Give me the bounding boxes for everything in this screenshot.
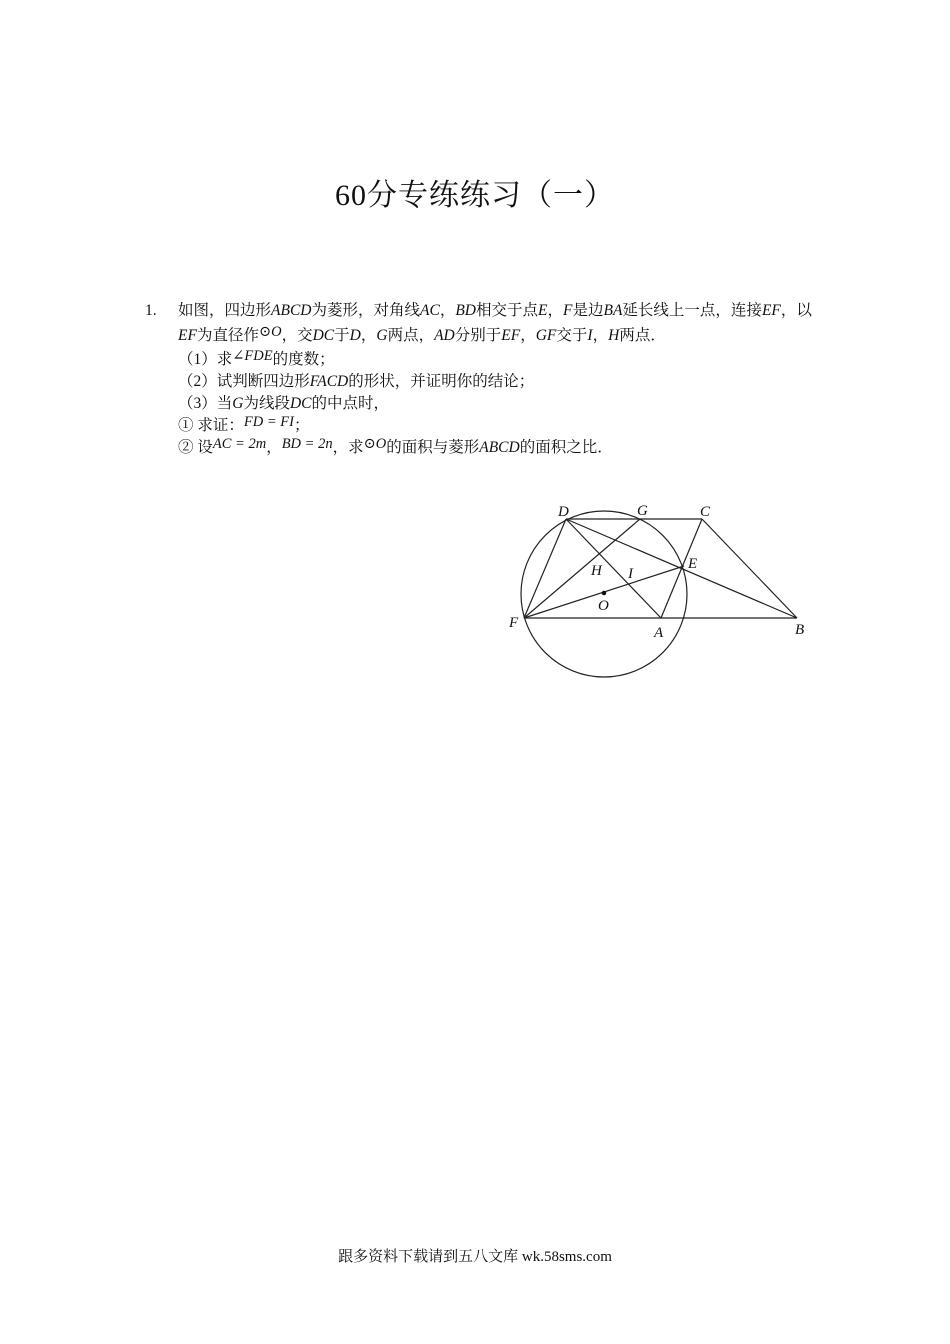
part-3-sub-2: ② 设AC = 2m，BD = 2n，求⊙O的面积与菱形ABCD的面积之比． (178, 436, 613, 456)
part-3-sub-1: ① 求证：FD = FI； (178, 414, 310, 434)
problem-number: 1. (145, 302, 157, 319)
label-e: E (688, 556, 698, 572)
geometry-figure (505, 495, 815, 685)
label-o: O (598, 598, 609, 614)
center-o-dot (602, 591, 607, 596)
segment-cb (702, 519, 797, 618)
label-b: B (795, 622, 805, 638)
part-3: （3）当G为线段DC的中点时， (178, 395, 390, 412)
footer-source: 跟多资料下载请到五八文库 wk.58sms.com (338, 1249, 612, 1265)
label-d: D (558, 504, 569, 520)
part-1: （1）求∠FDE的度数； (178, 348, 335, 368)
label-h: H (591, 563, 602, 579)
label-g: G (637, 503, 648, 519)
segment-fg (524, 519, 640, 618)
label-f: F (509, 615, 519, 631)
label-a: A (654, 625, 664, 641)
problem-stem: 如图，四边形ABCD为菱形，对角线AC，BD相交于点E，F是边BA延长线上一点，连接EF，以EF为直径作⊙O，交DC于D，G两点，AD分别于EF，GF交于I，H两点． (178, 302, 812, 344)
page-title: 60分专练练习（一） (335, 179, 615, 212)
problem-1 (145, 298, 815, 459)
segment-da (566, 519, 661, 618)
part-2: （2）试判断四边形FACD的形状，并证明你的结论； (178, 373, 535, 390)
label-c: C (700, 504, 711, 520)
label-i: I (628, 566, 633, 582)
segment-fd (524, 519, 566, 618)
